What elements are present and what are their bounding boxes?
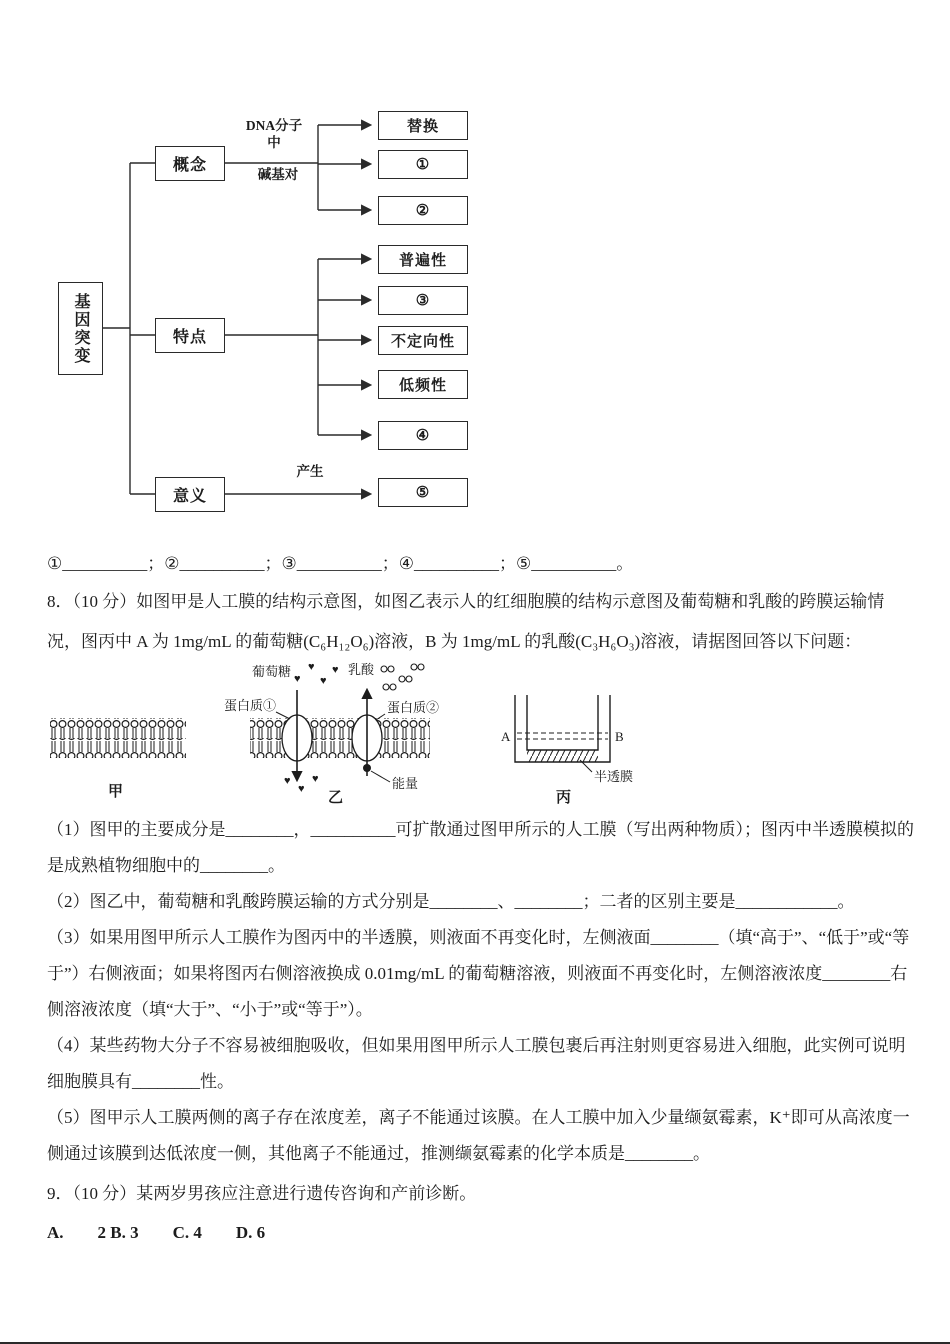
protein2-label: 蛋白质②	[387, 700, 440, 715]
svg-text:♥: ♥	[298, 783, 305, 795]
side-a-label: A	[501, 729, 511, 744]
side-b-label: B	[615, 729, 624, 744]
figure-label-bing: 丙	[556, 790, 572, 806]
flowchart-leaf-blank-5: ⑤	[378, 478, 468, 507]
upper-text-block	[47, 546, 911, 662]
flowchart-branch-features: 特点	[155, 318, 225, 353]
question-8-item-1: （1）图甲的主要成分是________，__________可扩散通过图甲所示的人工膜（写出两种物质）；图丙中半透膜模拟的是成熟植物细胞中的________。	[47, 820, 914, 875]
svg-text:♥: ♥	[294, 673, 301, 685]
figure-label-jia: 甲	[108, 784, 124, 800]
utube-inner-wall	[527, 695, 598, 750]
protein1-label: 蛋白质①	[224, 698, 277, 713]
flowchart-leaf-substitution: 替换	[378, 111, 468, 140]
flowchart-root-gene-mutation: 基因突变	[58, 282, 103, 375]
lipid-layer-top	[50, 718, 186, 738]
semipermeable-membrane-label: 半透膜	[594, 769, 634, 784]
svg-text:♥: ♥	[332, 664, 339, 676]
membrane-diagram	[40, 660, 700, 810]
flowchart-leaf-universality: 普遍性	[378, 245, 468, 274]
question-9-options: A. 2 B. 3 C. 4 D. 6	[47, 1223, 266, 1242]
question-8-item-5: （5）图甲示人工膜两侧的离子存在浓度差，离子不能通过该膜。在人工膜中加入少量缬氨霉素，K⁺即可从高浓度一侧通过该膜到达低浓度一侧，其他离子不能通过，推测缬氨霉素的化学本质是________。	[47, 1108, 910, 1163]
energy-pointer-line	[371, 771, 390, 782]
flowchart-leaf-blank-3: ③	[378, 286, 468, 315]
flowchart-leaf-blank-2: ②	[378, 196, 468, 225]
glucose-label: 葡萄糖	[252, 664, 292, 679]
edge-label-produce: 产生	[296, 464, 324, 479]
svg-text:♥: ♥	[320, 675, 327, 687]
question-8-item-3: （3）如果用图甲所示人工膜作为图丙中的半透膜，则液面不再变化时，左侧液面________（填“高于”、“低于”或“等于”）右侧液面；如果将图丙右侧溶液换成 0.01mg/mL 的葡萄糖溶液，则液面不再变化时，左侧溶液浓度________右侧溶液浓度（填“大于”、“小于”或“等于”）。	[47, 928, 910, 1019]
lactate-molecule-icons	[381, 664, 424, 690]
lower-text-block	[47, 812, 915, 1250]
figure-jia-artificial-membrane	[50, 718, 186, 800]
question-9-text: 9．（10 分）某两岁男孩应注意进行遗传咨询和产前诊断。	[47, 1184, 477, 1203]
lipid-layer-top	[250, 718, 430, 738]
figure-yi-cell-membrane	[224, 661, 439, 806]
blanks-answer-line: ①__________；②__________；③__________；④__________；⑤__________。	[47, 554, 634, 573]
question-8-item-2: （2）图乙中，葡萄糖和乳酸跨膜运输的方式分别是________、________；二者的区别主要是____________。	[47, 892, 855, 911]
protein1-pointer-line	[276, 712, 290, 719]
energy-label: 能量	[392, 776, 419, 791]
question-8-item-4: （4）某些药物大分子不容易被细胞吸收，但如果用图甲所示人工膜包裹后再注射则更容易进入细胞，此实例可说明细胞膜具有________性。	[47, 1036, 906, 1091]
flowchart-connector-lines	[0, 0, 950, 540]
flowchart-branch-concept: 概念	[155, 146, 225, 181]
svg-text:♥: ♥	[284, 775, 291, 787]
flowchart-branch-significance: 意义	[155, 477, 225, 512]
flowchart-leaf-low-frequency: 低频性	[378, 370, 468, 399]
edge-label-base-pair: 碱基对	[257, 167, 299, 182]
flowchart-leaf-blank-1: ①	[378, 150, 468, 179]
edge-label-dna-molecule: DNA分子中	[245, 118, 303, 150]
semipermeable-membrane-hatch	[527, 750, 598, 762]
figure-label-yi: 乙	[328, 790, 344, 806]
lactate-label: 乳酸	[348, 662, 375, 677]
lipid-layer-bottom	[250, 738, 430, 758]
flowchart-leaf-blank-4: ④	[378, 421, 468, 450]
flowchart-leaf-non-directionality: 不定向性	[378, 326, 468, 355]
question-8-intro: 8．（10 分）如图甲是人工膜的结构示意图，如图乙表示人的红细胞膜的结构示意图及葡萄糖和乳酸的跨膜运输情况，图丙中 A 为 1mg/mL 的葡萄糖(C₆H₁₂O₆)溶液，B 为 1mg/mL 的乳酸(C₃H₆O₃)溶液，请据图回答以下问题：	[47, 592, 885, 651]
figure-bing-utube	[501, 695, 633, 806]
svg-text:♥: ♥	[308, 661, 315, 673]
energy-dot-icon	[363, 764, 371, 772]
svg-text:♥: ♥	[312, 773, 319, 785]
lipid-layer-bottom	[50, 738, 186, 758]
